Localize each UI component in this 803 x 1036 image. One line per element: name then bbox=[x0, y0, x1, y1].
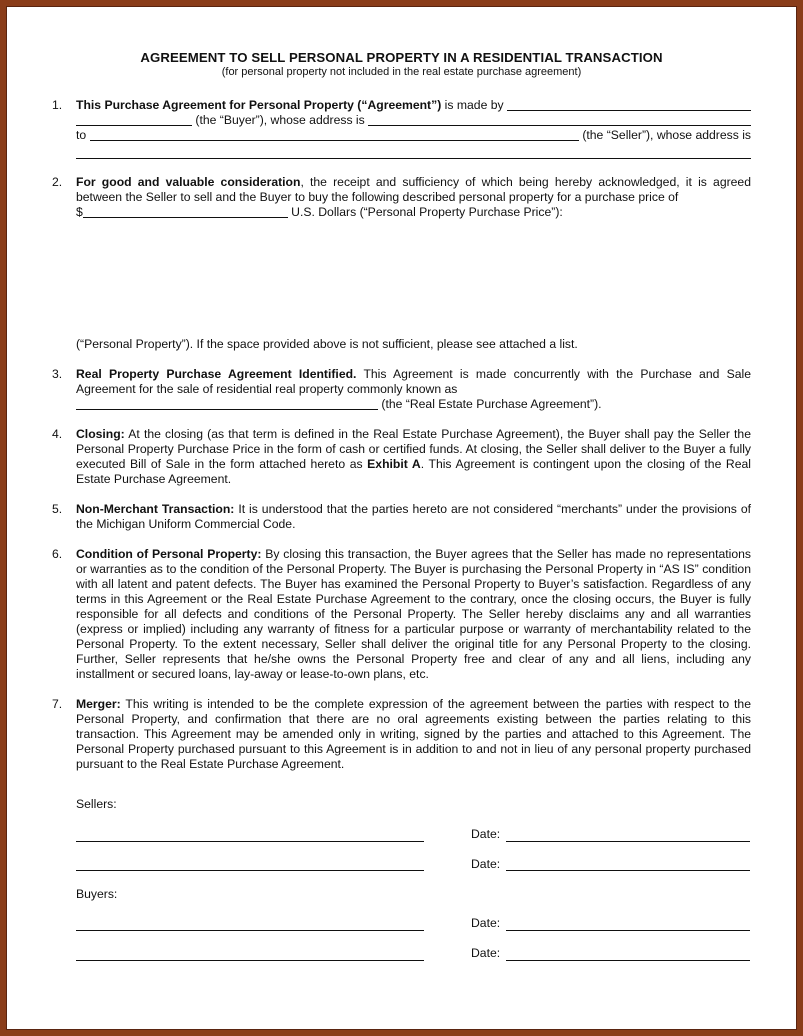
section-1 bbox=[52, 98, 751, 159]
seller-signature-line-1[interactable] bbox=[76, 840, 424, 842]
section-number: 3. bbox=[52, 367, 63, 381]
dollar-sign: $ bbox=[76, 205, 83, 219]
document-subtitle: (for personal property not included in the real estate purchase agreement) bbox=[221, 66, 582, 78]
section-2-heading: For good and valuable consideration bbox=[76, 175, 301, 189]
exhibit-reference: Exhibit A bbox=[367, 457, 421, 471]
made-by-field[interactable] bbox=[507, 99, 751, 111]
section-3-heading: Real Property Purchase Agreement Identified. bbox=[76, 367, 357, 381]
section-3-tail: (the “Real Estate Purchase Agreement”). bbox=[378, 397, 602, 411]
section-5-heading: Non-Merchant Transaction: bbox=[76, 502, 235, 516]
section-1-buyer-text: (the “Buyer”), whose address is bbox=[192, 113, 369, 127]
section-number: 6. bbox=[52, 547, 63, 561]
section-4-heading: Closing: bbox=[76, 427, 125, 441]
section-1-text: is made by bbox=[441, 98, 507, 112]
section-1-to: to bbox=[76, 128, 87, 142]
purchase-price-text: U.S. Dollars (“Personal Property Purchase Price”): bbox=[287, 205, 563, 219]
property-description-area[interactable] bbox=[76, 220, 751, 337]
date-label: Date: bbox=[471, 946, 501, 960]
buyers-label: Buyers: bbox=[76, 887, 118, 901]
purchase-price-field[interactable] bbox=[83, 206, 288, 218]
document bbox=[52, 50, 751, 772]
section-4-text-2: . This Agreement is contingent upon the closing of the Real Estate Purchase Agreement. bbox=[76, 457, 751, 486]
section-6-text: By closing this transaction, the Buyer agrees that the Seller has made no representations or warranties as to the condition of the Personal Property. The Buyer is purchasing the Personal Property in “AS IS” condition with all latent and patent defects. The Buyer has examined the Personal Property to Buyer’s satisfaction. Regardless of any terms in this Agreement or the Real Estate Purchase Agreement to the contrary, once the closing occurs, the Buyer is fully responsible for all defects and conditions of the Personal Property. The Seller hereby disclaims any and all warranties (express or implied) including any warranty of fitness for a particular purpose or warranty of merchantability related to the Personal Property. To the extent necessary, Seller shall deliver the original title for any Personal Property to the closing. Further, Seller represents that he/she owns the Personal Property free and clear of any and all liens, including any installment or secured loans, lay-away or lease-to-own plans, etc. bbox=[76, 547, 751, 681]
date-label: Date: bbox=[471, 916, 501, 930]
section-7-heading: Merger: bbox=[76, 697, 121, 711]
section-1-seller-text: (the “Seller”), whose address is bbox=[578, 128, 751, 142]
section-number: 2. bbox=[52, 175, 63, 189]
section-1-heading: This Purchase Agreement for Personal Property (“Agreement”) bbox=[76, 98, 442, 112]
property-address-field[interactable] bbox=[76, 398, 378, 410]
personal-property-note: (“Personal Property”). If the space provided above is not sufficient, please see attached a list. bbox=[76, 337, 578, 351]
seller-date-field-2[interactable] bbox=[506, 869, 750, 871]
buyer-signature-line-2[interactable] bbox=[76, 959, 424, 961]
seller-signature-line-2[interactable] bbox=[76, 869, 424, 871]
date-label: Date: bbox=[471, 857, 501, 871]
buyer-signature-line-1[interactable] bbox=[76, 929, 424, 931]
buyer-address-field[interactable] bbox=[368, 114, 751, 126]
section-2-text: , the receipt and sufficiency of which being hereby acknowledged, it is agreed between the Seller to sell and the Buyer to buy the following described personal property for a purchase price of bbox=[76, 175, 751, 204]
seller-date-field-1[interactable] bbox=[506, 840, 750, 842]
section-3 bbox=[52, 367, 751, 412]
section-4 bbox=[52, 427, 751, 487]
section-5-text: It is understood that the parties hereto are not considered “merchants” under the provisions of the Michigan Uniform Commercial Code. bbox=[76, 502, 751, 531]
section-2 bbox=[52, 175, 751, 352]
section-7 bbox=[52, 697, 751, 772]
section-5 bbox=[52, 502, 751, 532]
date-label: Date: bbox=[471, 827, 501, 841]
section-7-text: This writing is intended to be the complete expression of the agreement between the parties with respect to the Personal Property, and confirmation that there are no oral agreements existing between the parties relating to this transaction. This Agreement may be amended only in writing, signed by the parties and attached to this Agreement. The Personal Property purchased pursuant to this Agreement is in addition to and not in lieu of any personal property purchased pursuant to the Real Estate Purchase Agreement. bbox=[76, 697, 751, 771]
section-3-text: This Agreement is made concurrently with the Purchase and Sale Agreement for the sale of residential real property commonly known as bbox=[76, 367, 752, 396]
buyer-name-field[interactable] bbox=[76, 114, 192, 126]
section-4-text: At the closing (as that term is defined in the Real Estate Purchase Agreement), the Buyer shall pay the Seller the Personal Property Purchase Price in the form of cash or certified funds. At closing, the Seller shall deliver to the Buyer a fully executed Bill of Sale in the form attached hereto as bbox=[76, 427, 751, 471]
seller-address-field[interactable] bbox=[76, 147, 751, 159]
section-number: 5. bbox=[52, 502, 63, 516]
section-6 bbox=[52, 547, 751, 682]
section-number: 4. bbox=[52, 427, 63, 441]
section-number: 7. bbox=[52, 697, 63, 711]
sellers-label: Sellers: bbox=[76, 797, 117, 811]
buyer-date-field-1[interactable] bbox=[506, 929, 750, 931]
buyer-date-field-2[interactable] bbox=[506, 959, 750, 961]
section-6-heading: Condition of Personal Property: bbox=[76, 547, 262, 561]
seller-name-field[interactable] bbox=[90, 129, 579, 141]
document-title: AGREEMENT TO SELL PERSONAL PROPERTY IN A RESIDENTIAL TRANSACTION bbox=[140, 50, 663, 65]
section-number: 1. bbox=[52, 98, 63, 112]
